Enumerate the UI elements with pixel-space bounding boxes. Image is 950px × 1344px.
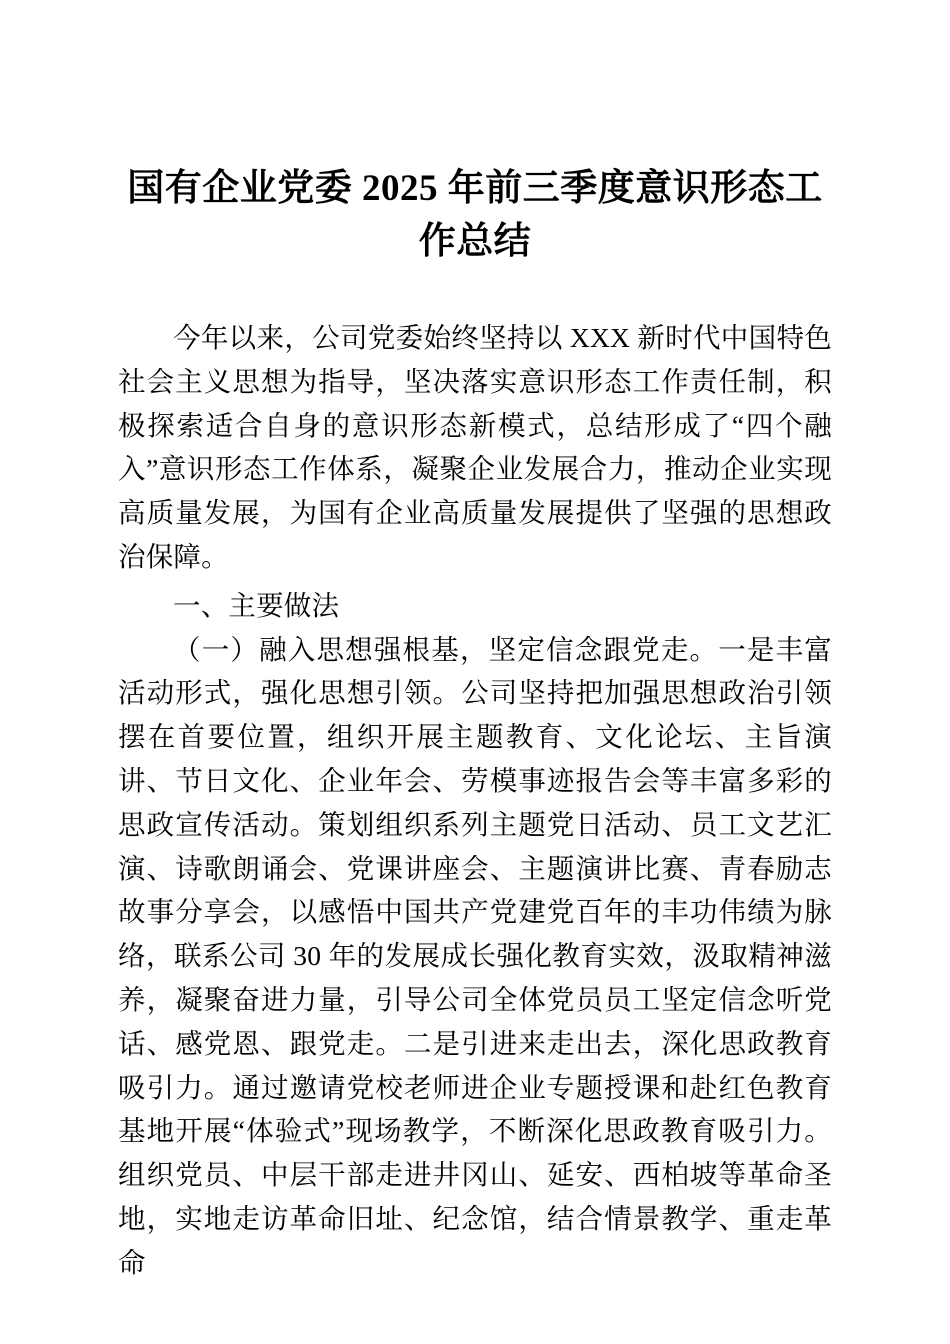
intro-paragraph: 今年以来，公司党委始终坚持以 XXX 新时代中国特色社会主义思想为指导，坚决落实意识形态工作责任制，积极探索适合自身的意识形态新模式，总结形成了“四个融入”意识形态工作体系，凝聚企业发展合力，推动企业实现高质量发展，为国有企业高质量发展提供了坚强的思想政治保障。: [118, 322, 832, 572]
section-one-paragraph: （一）融入思想强根基，坚定信念跟党走。一是丰富活动形式，强化思想引领。公司坚持把加强思想政治引领摆在首要位置，组织开展主题教育、文化论坛、主旨演讲、节日文化、企业年会、劳模事迹报告会等丰富多彩的思政宣传活动。策划组织系列主题党日活动、员工文艺汇演、诗歌朗诵会、党课讲座会、主题演讲比赛、青春励志故事分享会，以感悟中国共产党建党百年的丰功伟绩为脉络，联系公司 30 年的发展成长强化教育实效，汲取精神滋养，凝聚奋进力量，引导公司全体党员员工坚定信念听党话、感党恩、跟党走。二是引进来走出去，深化思政教育吸引力。通过邀请党校老师进企业专题授课和赴红色教育基地开展“体验式”现场教学，不断深化思政教育吸引力。组织党员、中层干部走进井冈山、延安、西柏坡等革命圣地，实地走访革命旧址、纪念馆，结合情景教学、重走革命: [118, 633, 832, 1278]
section-heading-main-practices: 一、主要做法: [173, 589, 340, 621]
document-title: 国有企业党委 2025 年前三季度意识形态工作总结: [127, 168, 823, 262]
